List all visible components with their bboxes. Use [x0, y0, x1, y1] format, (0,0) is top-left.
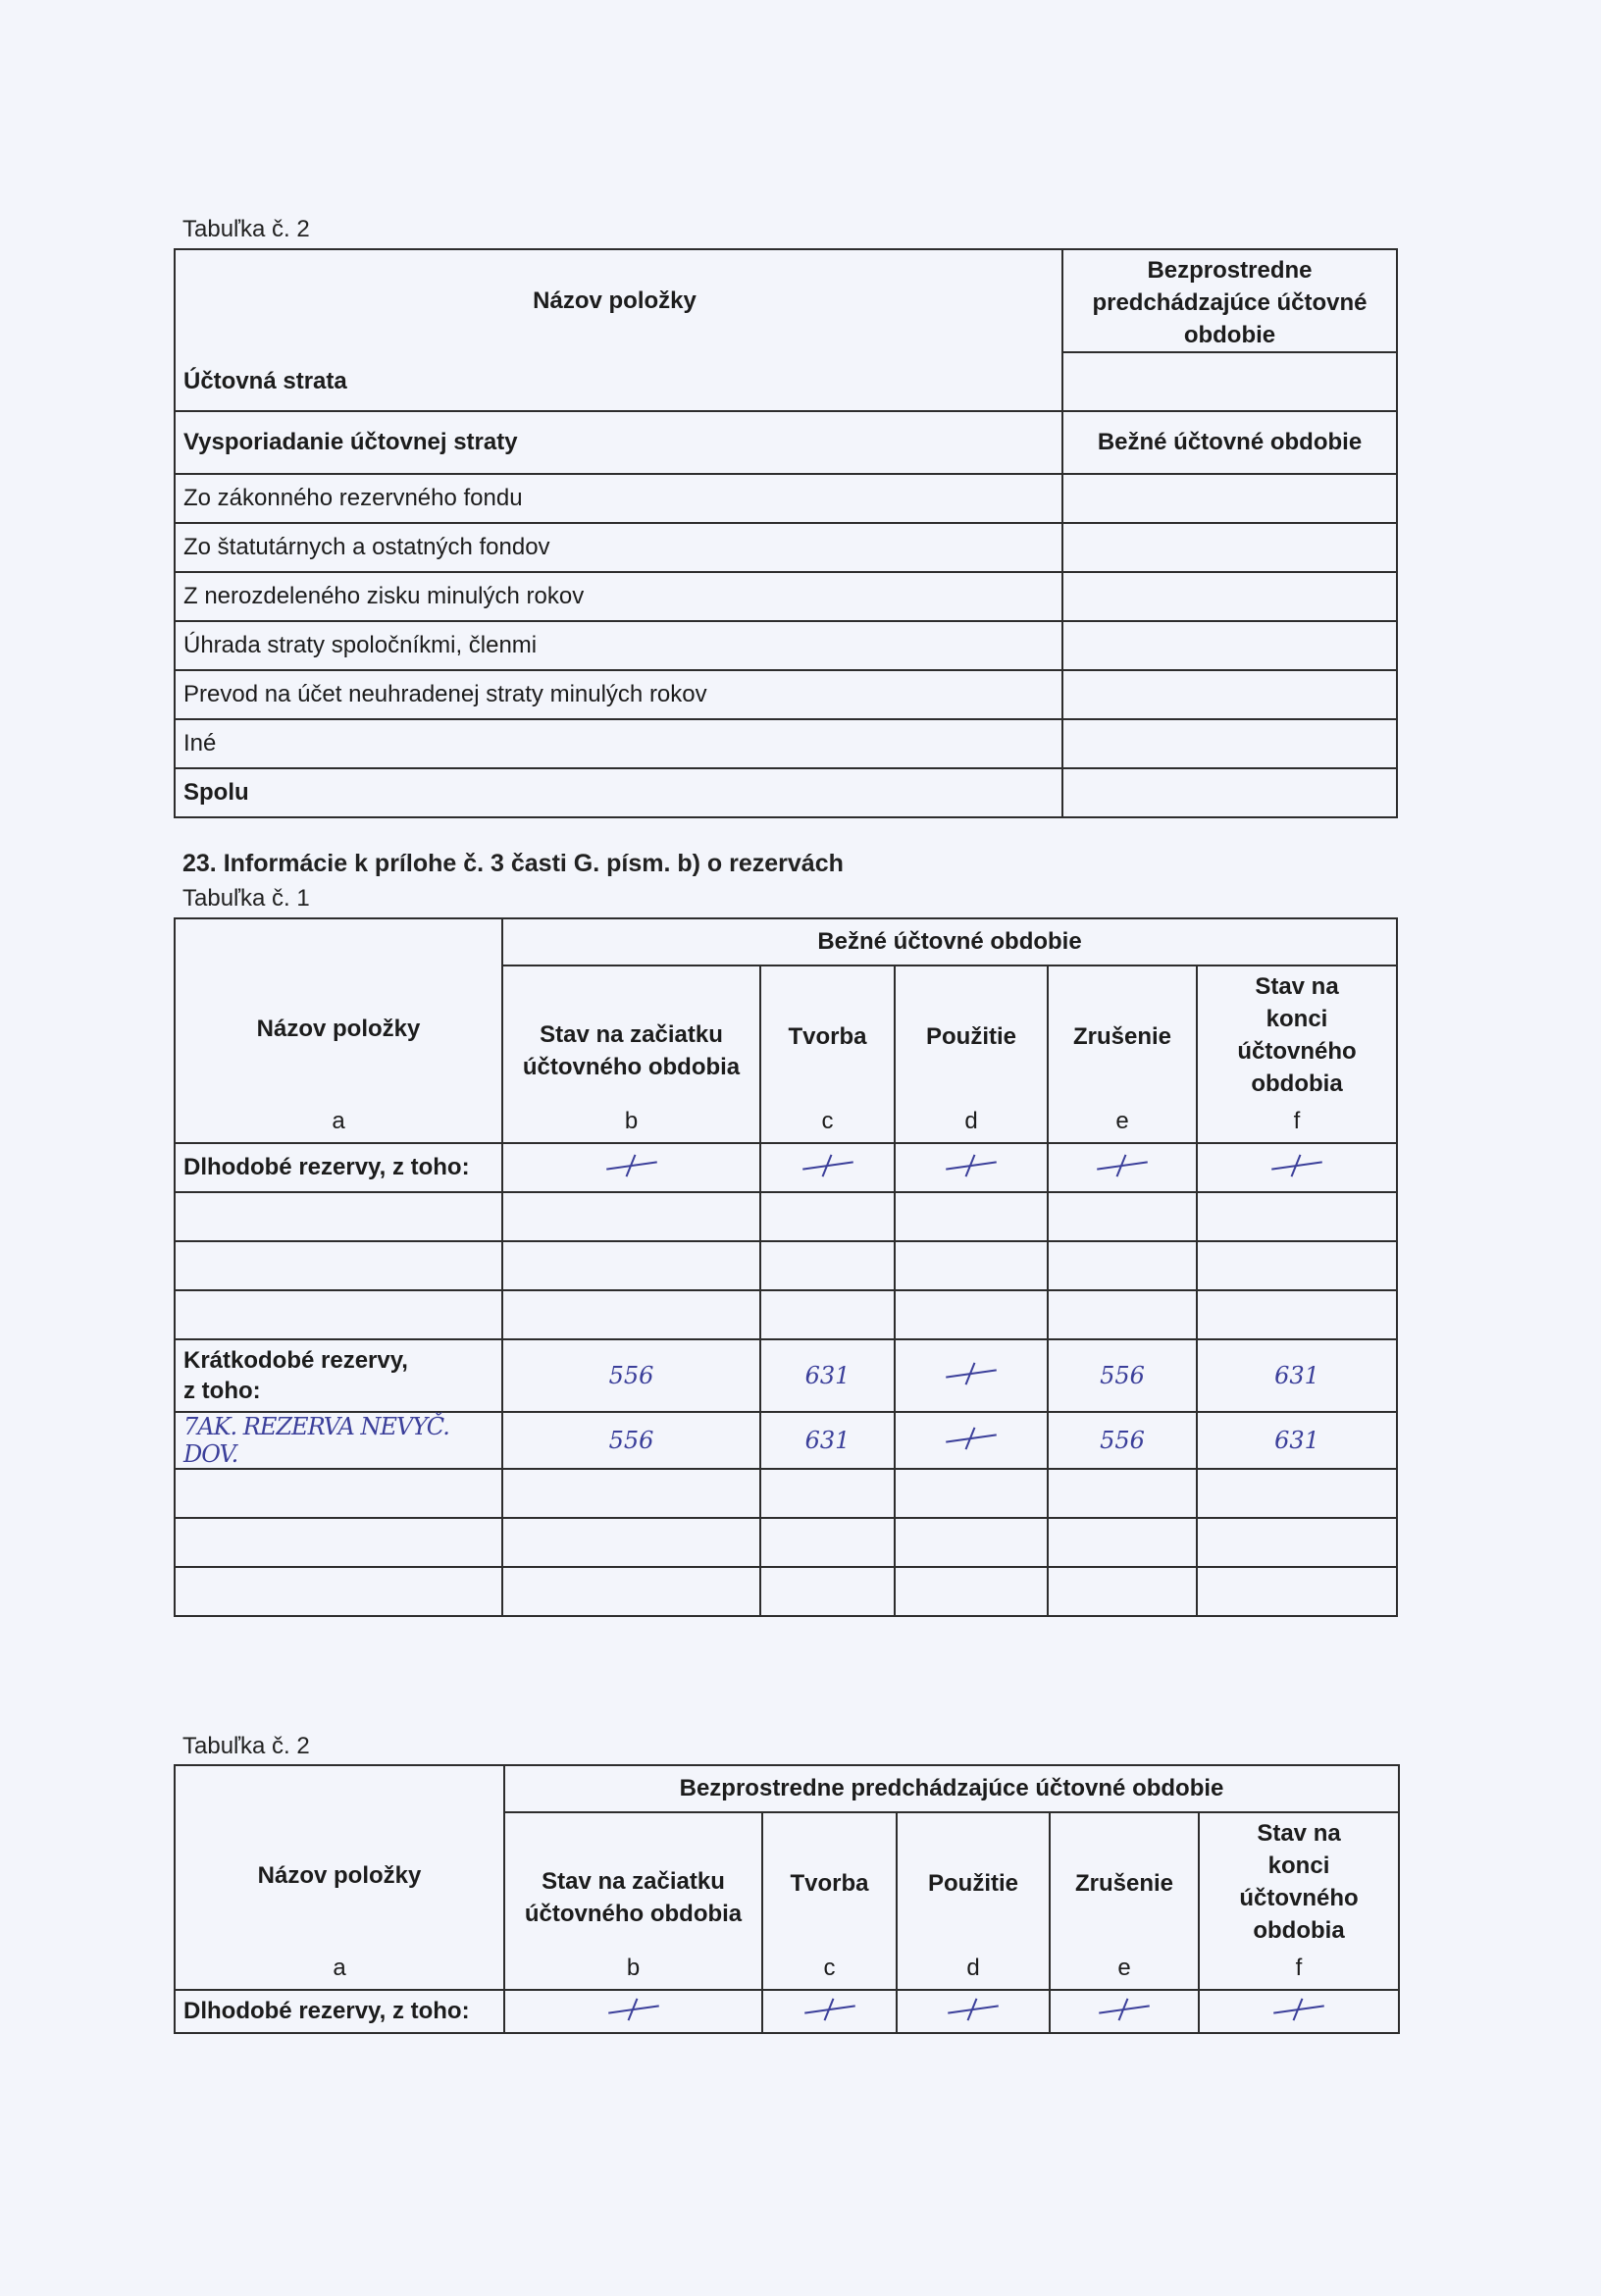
handwritten-dash[interactable]: [760, 1143, 895, 1192]
handwritten-dash[interactable]: [895, 1412, 1048, 1469]
column-header-end: Stav na konci účtovného obdobia: [1199, 1812, 1399, 1947]
short-term-cancel-value[interactable]: 556: [1048, 1339, 1197, 1412]
column-letter: a: [175, 1947, 504, 1990]
row-label-empty[interactable]: [175, 1469, 502, 1518]
row-total: Spolu: [175, 768, 1062, 817]
dash-mark: [1093, 1152, 1152, 1177]
dash-mark: [604, 1996, 663, 2021]
dash-mark: [1269, 1996, 1328, 2021]
row-long-term-provisions: Dlhodobé rezervy, z toho:: [175, 1143, 502, 1192]
row-long-term-provisions: Dlhodobé rezervy, z toho:: [175, 1990, 504, 2033]
value-cell[interactable]: [1197, 1518, 1397, 1567]
value-cell[interactable]: [760, 1469, 895, 1518]
value-cell[interactable]: [502, 1567, 760, 1616]
column-header-current-period: Bežné účtovné obdobie: [1062, 411, 1397, 474]
value-cell[interactable]: [1197, 1469, 1397, 1518]
column-header-start: Stav na začiatku účtovného obdobia: [502, 965, 760, 1100]
column-header-cancel: Zrušenie: [1048, 965, 1197, 1100]
value-cell[interactable]: [1062, 621, 1397, 670]
column-letter: d: [897, 1947, 1050, 1990]
value-cell[interactable]: [895, 1290, 1048, 1339]
handwritten-dash[interactable]: [897, 1990, 1050, 2033]
value-cell[interactable]: [1197, 1192, 1397, 1241]
dash-mark: [942, 1152, 1001, 1177]
column-letter: f: [1199, 1947, 1399, 1990]
column-header-item: Názov položky: [175, 918, 502, 1100]
value-cell[interactable]: [1048, 1241, 1197, 1290]
provisions-current-table: [174, 917, 1398, 1617]
value-cell[interactable]: [895, 1567, 1048, 1616]
row-label-empty[interactable]: [175, 1290, 502, 1339]
column-header-end: Stav na konci účtovného obdobia: [1197, 965, 1397, 1100]
column-header-prev-period: Bezprostredne predchádzajúce účtovné obdobie: [504, 1765, 1399, 1812]
row-label-empty[interactable]: [175, 1518, 502, 1567]
column-header-item: Názov položky: [175, 249, 1062, 352]
value-cell[interactable]: [1062, 474, 1397, 523]
row-label-empty[interactable]: [175, 1241, 502, 1290]
value-cell[interactable]: [502, 1290, 760, 1339]
column-header-prev-period: Bezprostredne predchádzajúce účtovné obdobie: [1062, 249, 1397, 352]
value-cell[interactable]: [1197, 1567, 1397, 1616]
value-cell[interactable]: [502, 1469, 760, 1518]
value-cell[interactable]: [895, 1469, 1048, 1518]
value-cell[interactable]: [1048, 1567, 1197, 1616]
row-label: Úhrada straty spoločníkmi, členmi: [175, 621, 1062, 670]
column-header-start: Stav na začiatku účtovného obdobia: [504, 1812, 762, 1947]
table-caption: Tabuľka č. 2: [182, 216, 310, 242]
dash-mark: [799, 1152, 857, 1177]
column-header-use: Použitie: [897, 1812, 1050, 1947]
row-label-empty[interactable]: [175, 1567, 502, 1616]
value-cell[interactable]: [502, 1518, 760, 1567]
value-cell[interactable]: [895, 1241, 1048, 1290]
handwritten-end-value[interactable]: 631: [1197, 1412, 1397, 1469]
column-letter: e: [1050, 1947, 1199, 1990]
column-header-use: Použitie: [895, 965, 1048, 1100]
column-letter: d: [895, 1100, 1048, 1143]
value-cell[interactable]: [760, 1290, 895, 1339]
handwritten-cancel-value[interactable]: 556: [1048, 1412, 1197, 1469]
row-label: Iné: [175, 719, 1062, 768]
row-loss-settlement: Vysporiadanie účtovnej straty: [175, 411, 1062, 474]
value-cell[interactable]: [1048, 1290, 1197, 1339]
handwritten-dash[interactable]: [895, 1143, 1048, 1192]
row-label: Zo zákonného rezervného fondu: [175, 474, 1062, 523]
value-cell[interactable]: [1048, 1518, 1197, 1567]
value-cell[interactable]: [895, 1518, 1048, 1567]
column-letter: b: [504, 1947, 762, 1990]
column-header-cancel: Zrušenie: [1050, 1812, 1199, 1947]
value-cell[interactable]: [1062, 768, 1397, 817]
value-cell[interactable]: [1062, 523, 1397, 572]
handwritten-dash[interactable]: [762, 1990, 897, 2033]
short-term-start-value[interactable]: 556: [502, 1339, 760, 1412]
column-letter: c: [760, 1100, 895, 1143]
handwritten-dash[interactable]: [1050, 1990, 1199, 2033]
value-cell[interactable]: [1062, 352, 1397, 411]
dash-mark: [800, 1996, 859, 2021]
handwritten-dash[interactable]: [1199, 1990, 1399, 2033]
value-cell[interactable]: [895, 1192, 1048, 1241]
handwritten-provision-name[interactable]: 7AK. REZERVA NEVYČ. DOV.: [175, 1412, 502, 1469]
value-cell[interactable]: [1062, 572, 1397, 621]
row-label: Prevod na účet neuhradenej straty minulých rokov: [175, 670, 1062, 719]
column-letter: f: [1197, 1100, 1397, 1143]
value-cell[interactable]: [1048, 1469, 1197, 1518]
section-heading: 23. Informácie k prílohe č. 3 časti G. písm. b) o rezervách: [182, 850, 844, 877]
column-header-current-period: Bežné účtovné obdobie: [502, 918, 1397, 965]
column-header-item: Názov položky: [175, 1765, 504, 1947]
handwritten-start-value[interactable]: 556: [502, 1412, 760, 1469]
column-letter: a: [175, 1100, 502, 1143]
row-accounting-loss: Účtovná strata: [175, 352, 1062, 411]
column-letter: c: [762, 1947, 897, 1990]
dash-mark: [602, 1152, 661, 1177]
value-cell[interactable]: [502, 1192, 760, 1241]
column-letter: e: [1048, 1100, 1197, 1143]
value-cell[interactable]: [760, 1241, 895, 1290]
value-cell[interactable]: [760, 1192, 895, 1241]
row-label-empty[interactable]: [175, 1192, 502, 1241]
column-header-creation: Tvorba: [762, 1812, 897, 1947]
dash-mark: [942, 1425, 1001, 1450]
value-cell[interactable]: [1062, 719, 1397, 768]
dash-mark: [944, 1996, 1003, 2021]
value-cell[interactable]: [760, 1567, 895, 1616]
short-term-label-line1: Krátkodobé rezervy,: [183, 1347, 408, 1374]
value-cell[interactable]: [1062, 670, 1397, 719]
short-term-creation-value[interactable]: 631: [760, 1339, 895, 1412]
value-cell[interactable]: [502, 1241, 760, 1290]
handwritten-dash[interactable]: [1048, 1143, 1197, 1192]
row-short-term-provisions: [175, 1339, 502, 1412]
value-cell[interactable]: [1197, 1241, 1397, 1290]
handwritten-dash[interactable]: [1197, 1143, 1397, 1192]
row-label: Zo štatutárnych a ostatných fondov: [175, 523, 1062, 572]
dash-mark: [1267, 1152, 1326, 1177]
handwritten-dash[interactable]: [504, 1990, 762, 2033]
loss-settlement-table: [174, 248, 1398, 818]
dash-mark: [1095, 1996, 1154, 2021]
value-cell[interactable]: [1048, 1192, 1197, 1241]
handwritten-creation-value[interactable]: 631: [760, 1412, 895, 1469]
column-header-creation: Tvorba: [760, 965, 895, 1100]
short-term-end-value[interactable]: 631: [1197, 1339, 1397, 1412]
value-cell[interactable]: [760, 1518, 895, 1567]
handwritten-dash[interactable]: [502, 1143, 760, 1192]
short-term-label-line2: z toho:: [183, 1378, 261, 1404]
row-label: Z nerozdeleného zisku minulých rokov: [175, 572, 1062, 621]
value-cell[interactable]: [1197, 1290, 1397, 1339]
table-caption: Tabuľka č. 1: [182, 885, 310, 912]
column-letter: b: [502, 1100, 760, 1143]
provisions-prev-table: [174, 1764, 1400, 2034]
table-caption: Tabuľka č. 2: [182, 1733, 310, 1759]
handwritten-dash[interactable]: [895, 1339, 1048, 1412]
dash-mark: [942, 1360, 1001, 1385]
